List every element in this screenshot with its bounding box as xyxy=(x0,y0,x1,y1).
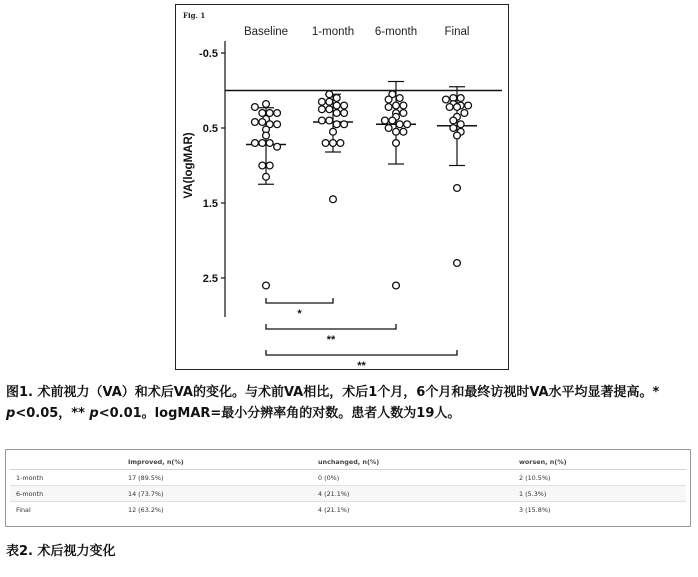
data-point xyxy=(341,110,348,117)
data-point xyxy=(393,140,400,147)
data-point xyxy=(259,119,266,126)
data-point xyxy=(446,104,453,111)
data-point xyxy=(274,143,281,150)
data-point xyxy=(400,110,407,117)
table-panel xyxy=(5,449,691,527)
data-point xyxy=(457,121,464,128)
table-cell: 6-month xyxy=(10,486,122,502)
table-header-cell: Improved, n(%) xyxy=(122,454,312,470)
table-cell: 3 (15.8%) xyxy=(513,502,686,518)
significance-label: ** xyxy=(326,334,336,346)
data-point xyxy=(385,96,392,103)
data-point xyxy=(333,110,340,117)
significance-label: ** xyxy=(357,360,366,371)
data-point xyxy=(330,140,337,147)
data-point xyxy=(450,117,457,124)
y-tick-label: 1.5 xyxy=(202,198,218,210)
caption-p-symbol-1: p xyxy=(6,406,16,421)
data-point xyxy=(252,140,259,147)
data-point xyxy=(319,117,326,124)
data-point xyxy=(454,260,461,267)
category-label: Final xyxy=(444,26,470,38)
data-point xyxy=(326,106,333,113)
figure-panel xyxy=(175,4,509,370)
data-point xyxy=(454,104,461,111)
data-point xyxy=(457,95,464,102)
data-point xyxy=(274,121,281,128)
significance-bracket xyxy=(266,298,333,303)
caption-p-symbol-2: p xyxy=(89,406,99,421)
table-cell: 4 (21.1%) xyxy=(312,486,513,502)
category-label: 6-month xyxy=(374,26,418,38)
table-row xyxy=(10,502,686,518)
data-point xyxy=(259,162,266,169)
data-point xyxy=(341,121,348,128)
table-cell: 17 (89.5%) xyxy=(122,470,312,486)
data-point xyxy=(263,101,270,108)
data-point xyxy=(266,162,273,169)
data-point xyxy=(404,121,411,128)
table-cell: 14 (73.7%) xyxy=(122,486,312,502)
table-row xyxy=(10,470,686,486)
data-point xyxy=(454,132,461,139)
data-point xyxy=(333,121,340,128)
data-point xyxy=(382,117,389,124)
data-point xyxy=(396,95,403,102)
data-point xyxy=(263,132,270,139)
data-point xyxy=(400,102,407,109)
caption-part-1: 图1. 术前视力（VA）和术后VA的变化。与术前VA相比，术后1个月，6个月和最终访视时VA水平均显著提高。* xyxy=(6,385,660,400)
table-header-cell: worsen, n(%) xyxy=(513,454,686,470)
data-point xyxy=(333,102,340,109)
y-axis-label: VA(logMAR) xyxy=(183,132,195,199)
table-cell: 2 (10.5%) xyxy=(513,470,686,486)
table-header-cell: unchanged, n(%) xyxy=(312,454,513,470)
figure-caption xyxy=(6,382,694,424)
table-row xyxy=(10,486,686,502)
y-tick-label: 0.5 xyxy=(202,123,218,135)
data-point xyxy=(252,119,259,126)
data-point xyxy=(400,128,407,135)
table-caption: 表2. 术后视力变化 xyxy=(6,544,116,559)
table-cell: 1 (5.3%) xyxy=(513,486,686,502)
data-point xyxy=(465,102,472,109)
data-point xyxy=(274,110,281,117)
data-point xyxy=(396,121,403,128)
y-tick-label: 2.5 xyxy=(202,273,218,285)
table-cell: 0 (0%) xyxy=(312,470,513,486)
data-point xyxy=(259,140,266,147)
data-point xyxy=(389,117,396,124)
scatter-chart xyxy=(176,5,510,371)
significance-bracket xyxy=(266,324,396,329)
data-point xyxy=(337,140,344,147)
data-point xyxy=(319,106,326,113)
data-point xyxy=(263,282,270,289)
data-point xyxy=(385,104,392,111)
data-point xyxy=(266,140,273,147)
data-point xyxy=(326,98,333,105)
table-header-row xyxy=(10,454,686,470)
data-point xyxy=(341,102,348,109)
table-cell: 12 (63.2%) xyxy=(122,502,312,518)
table-cell: 4 (21.1%) xyxy=(312,502,513,518)
data-point xyxy=(333,95,340,102)
y-tick-label: -0.5 xyxy=(199,48,218,60)
table-cell: Final xyxy=(10,502,122,518)
data-point xyxy=(322,140,329,147)
data-point xyxy=(330,128,337,135)
category-label: Baseline xyxy=(243,26,289,38)
data-point xyxy=(393,128,400,135)
significance-bracket xyxy=(266,350,457,355)
data-point xyxy=(263,173,270,180)
data-point xyxy=(385,125,392,132)
data-point xyxy=(319,98,326,105)
data-point xyxy=(443,96,450,103)
table-cell: 1-month xyxy=(10,470,122,486)
caption-part-3: <0.01。logMAR=最小分辨率角的对数。患者人数为19人。 xyxy=(98,406,461,421)
category-label: 1-month xyxy=(311,26,355,38)
results-table xyxy=(10,454,686,517)
data-point xyxy=(454,185,461,192)
data-point xyxy=(450,125,457,132)
data-point xyxy=(252,104,259,111)
significance-label: * xyxy=(297,308,302,320)
caption-part-2: <0.05，** xyxy=(15,406,90,421)
data-point xyxy=(330,196,337,203)
data-point xyxy=(393,282,400,289)
data-point xyxy=(326,117,333,124)
table-header-cell xyxy=(10,454,122,470)
data-point xyxy=(461,110,468,117)
figure-label: Fig. 1 xyxy=(183,11,206,20)
data-point xyxy=(326,91,333,98)
data-point xyxy=(393,102,400,109)
